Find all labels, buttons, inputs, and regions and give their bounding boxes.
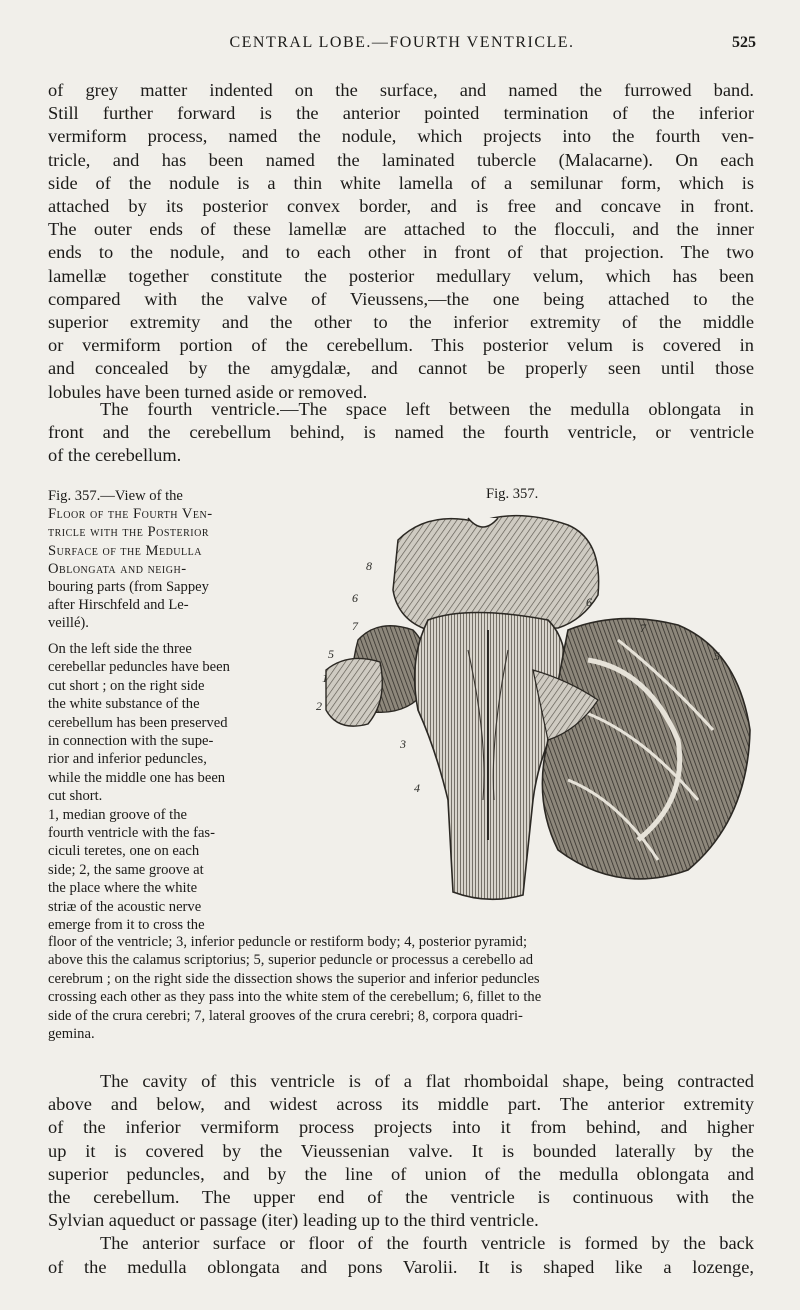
text-line: ends to the nodule, and to each other in front of that projection. The two	[48, 242, 754, 263]
label-numeral: 6	[352, 591, 358, 605]
text-line: vermiform process, named the nodule, which projects into the fourth ven-	[48, 126, 754, 147]
label-numeral: 1	[322, 671, 328, 685]
text-line: superior peduncles, and by the line of union of the medulla oblongata and	[48, 1163, 754, 1184]
text-line: and concealed by the amygdalæ, and cannot be properly seen until those	[48, 358, 754, 379]
caption-line: ciculi teretes, one on each	[48, 843, 200, 860]
caption-line: while the middle one has been	[48, 769, 226, 786]
text-line: lobules have been turned aside or removed.	[48, 381, 368, 402]
text-line: attached by its posterior convex border, and is free and concave in front.	[48, 196, 754, 217]
top-paragraph	[48, 79, 754, 404]
page-header	[48, 34, 756, 58]
label-numeral: 7	[352, 619, 358, 633]
label-numeral: 7	[640, 621, 646, 635]
caption-line: fourth ventricle with the fas-	[48, 825, 215, 842]
text-line: front and the cerebellum behind, is named the fourth ventricle, or ventricle	[48, 422, 754, 443]
label-numeral: 6	[586, 595, 592, 609]
caption-line: striæ of the acoustic nerve	[48, 898, 202, 915]
caption-line: cut short ; on the right side	[48, 677, 205, 694]
figure-title-line: Surface of the Medulla	[48, 542, 202, 559]
medulla-oblongata-shape	[415, 613, 566, 900]
fourth-ventricle-paragraph	[48, 398, 754, 468]
figure-title-line: Fig. 357.—View of the	[48, 488, 183, 504]
caption-line: gemina.	[48, 1026, 95, 1043]
figure-title-line: bouring parts (from Sappey	[48, 579, 209, 596]
text-line: compared with the valve of Vieussens,—the one being attached to the	[48, 288, 754, 309]
text-line: The fourth ventricle.—The space left between the medulla oblongata in	[100, 399, 754, 419]
figure-title-line: Floor of the Fourth Ven-	[48, 506, 213, 523]
text-line: The cavity of this ventricle is of a flat rhomboidal shape, being contracted	[100, 1071, 754, 1091]
text-line: up it is covered by the Vieussenian valve. It is bounded laterally by the	[48, 1140, 754, 1161]
label-numeral: 5	[328, 647, 334, 661]
figure-title	[48, 487, 284, 633]
label-numeral: 2	[316, 699, 322, 713]
caption-line: the place where the white	[48, 880, 198, 897]
caption-line: 1, median groove of the	[48, 806, 188, 823]
text-line: Still further forward is the anterior pointed termination of the inferior	[48, 103, 754, 124]
label-numeral: 8	[366, 559, 372, 573]
text-line: of grey matter indented on the surface, and named the furrowed band.	[48, 80, 754, 100]
text-line: of the cerebellum.	[48, 445, 182, 466]
text-line: lamellæ together constitute the posterior medullary velum, which has been	[48, 265, 754, 286]
caption-line: cerebellar peduncles have been	[48, 659, 230, 676]
caption-line: crossing each other as they pass into the white stem of the cerebellum; 6, fillet to the	[48, 989, 542, 1006]
page-number: 525	[732, 34, 756, 51]
text-line: superior extremity and the other to the inferior extremity of the middle	[48, 312, 754, 333]
figure-title-line: after Hirschfeld and Le-	[48, 597, 189, 614]
caption-line: side; 2, the same groove at	[48, 861, 204, 878]
label-numeral: 3	[400, 737, 406, 751]
bottom-paragraph	[48, 1070, 754, 1279]
text-line: The outer ends of these lamellæ are attached to the flocculi, and the inner	[48, 219, 754, 240]
text-line: above and below, and widest across its middle part. The anterior extremity	[48, 1094, 754, 1115]
caption-line: the white substance of the	[48, 696, 200, 713]
running-head: CENTRAL LOBE.—FOURTH VENTRICLE.	[229, 34, 575, 51]
caption-line: above this the calamus scriptorius; 5, superior peduncle or processus a cerebello ad	[48, 952, 534, 969]
label-numeral: 4	[414, 781, 420, 795]
caption-line: rior and inferior peduncles,	[48, 751, 207, 768]
text-line: The anterior surface or floor of the fourth ventricle is formed by the back	[100, 1233, 754, 1254]
text-line: side of the nodule is a thin white lamella of a semilunar form, which is	[48, 172, 754, 193]
figure-caption-narrow	[48, 640, 286, 935]
figure-label: Fig. 357.	[486, 486, 539, 502]
figure-title-line: tricle with the Posterior	[48, 524, 209, 541]
text-line: of the medulla oblongata and pons Varolii. It is shaped like a lozenge,	[48, 1256, 754, 1277]
caption-line: floor of the ventricle; 3, inferior peduncle or restiform body; 4, posterior pyramid;	[48, 934, 528, 950]
text-line: tricle, and has been named the laminated tubercle (Malacarne). On each	[48, 149, 754, 170]
caption-line: emerge from it to cross the	[48, 917, 205, 934]
caption-line: in connection with the supe-	[48, 733, 214, 750]
label-numeral: 5	[714, 649, 720, 663]
text-line: or vermiform portion of the cerebellum. This posterior velum is covered in	[48, 335, 754, 356]
caption-line: side of the crura cerebri; 7, lateral grooves of the crura cerebri; 8, corpora quadri-	[48, 1007, 523, 1024]
text-line: the cerebellum. The upper end of the ventricle is continuous with the	[48, 1187, 754, 1208]
caption-line: On the left side the three	[48, 641, 192, 657]
caption-line: cerebellum has been preserved	[48, 714, 228, 731]
caption-line: cut short.	[48, 788, 103, 805]
text-line: Sylvian aqueduct or passage (iter) leading up to the third ventricle.	[48, 1210, 539, 1231]
figure-title-line: veillé).	[48, 615, 89, 632]
brain-stem-illustration	[318, 500, 760, 910]
text-line: of the inferior vermiform process projects into it from behind, and higher	[48, 1117, 754, 1138]
figure-title-line: Oblongata and neigh-	[48, 560, 187, 577]
caption-line: cerebrum ; on the right side the dissection shows the superior and inferior peduncles	[48, 970, 540, 987]
figure-caption-wide	[48, 933, 756, 1043]
